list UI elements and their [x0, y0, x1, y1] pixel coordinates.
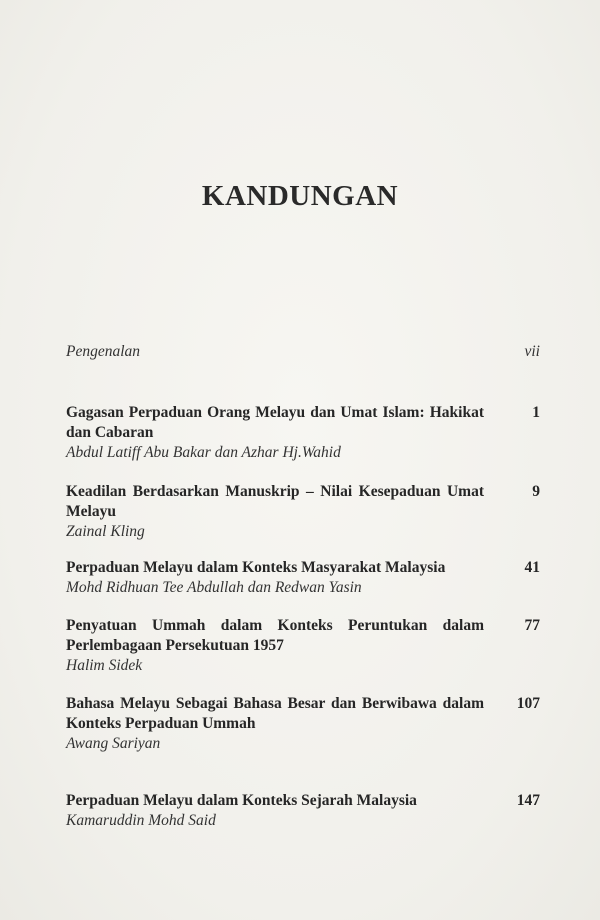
intro-label: Pengenalan — [66, 343, 141, 360]
entry-page-number: 9 — [532, 483, 540, 500]
entry-page-number: 1 — [532, 404, 540, 421]
entry-title: Perpaduan Melayu dalam Konteks Sejarah Malaysia — [66, 792, 417, 809]
entry-page-number: 77 — [524, 617, 540, 634]
entry-page-number: 147 — [516, 792, 540, 809]
entry-page-number: 107 — [516, 695, 540, 712]
toc-entry — [66, 791, 540, 831]
intro-page-number: vii — [524, 343, 540, 360]
entry-author: Abdul Latiff Abu Bakar dan Azhar Hj.Wahid — [66, 444, 341, 461]
entry-page-number: 41 — [524, 559, 540, 576]
toc-entry — [66, 616, 540, 676]
entry-author: Halim Sidek — [66, 657, 143, 674]
toc-entry — [66, 558, 540, 598]
entry-title: Bahasa Melayu Sebagai Bahasa Besar dan Berwibawa dalam Konteks Perpaduan Ummah — [66, 695, 484, 732]
entry-author: Awang Sariyan — [66, 735, 161, 752]
toc-entry — [66, 482, 540, 542]
toc-entry — [66, 694, 540, 754]
entry-author: Zainal Kling — [66, 523, 145, 540]
entry-title: Keadilan Berdasarkan Manuskrip – Nilai Kesepaduan Umat Melayu — [66, 483, 484, 520]
entry-title: Perpaduan Melayu dalam Konteks Masyarakat Malaysia — [66, 559, 446, 576]
toc-entry — [66, 403, 540, 463]
entry-title: Gagasan Perpaduan Orang Melayu dan Umat Islam: Hakikat dan Cabaran — [66, 404, 484, 441]
entry-title: Penyatuan Ummah dalam Konteks Peruntukan dalam Perlembagaan Persekutuan 1957 — [66, 617, 484, 654]
entry-author: Kamaruddin Mohd Said — [66, 812, 216, 829]
page-title: KANDUNGAN — [201, 180, 399, 212]
entry-author: Mohd Ridhuan Tee Abdullah dan Redwan Yasin — [66, 579, 362, 596]
